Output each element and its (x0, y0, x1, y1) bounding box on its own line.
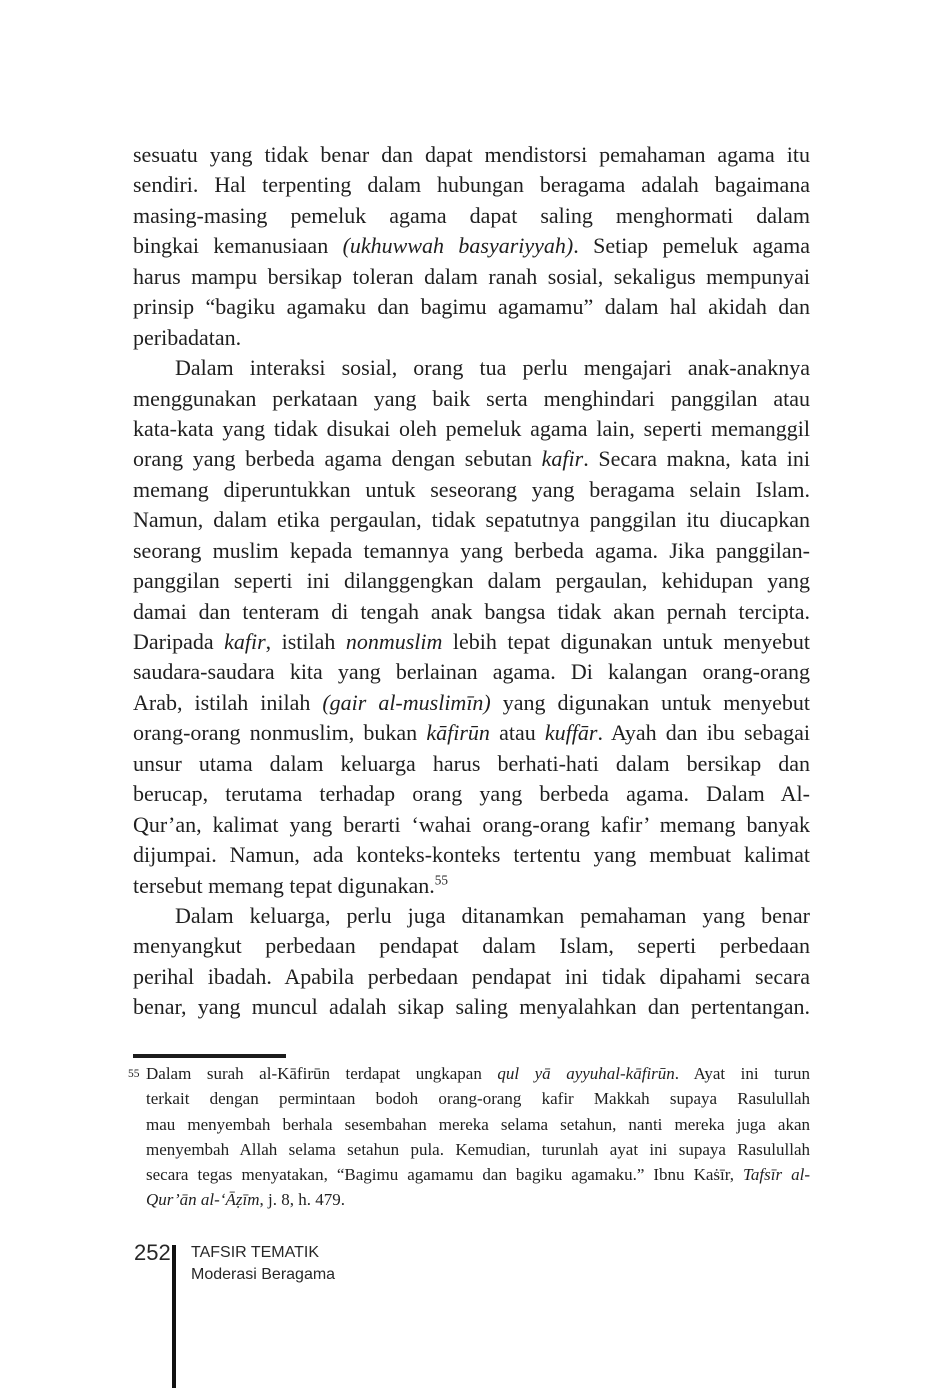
body-text (133, 140, 810, 1023)
text-line: secara tegas menyatakan, “Bagimu agamamu dan bagiku agamaku.” Ibnu Kaṡīr, Tafsīr al- (146, 1165, 810, 1184)
text-line: berucap, terutama terhadap orang yang berbeda agama. Dalam Al- (133, 781, 810, 807)
text-line: Daripada kafir, istilah nonmuslim lebih tepat digunakan untuk menyebut (133, 629, 810, 654)
text-line: terkait dengan permintaan bodoh orang-orang kafir Makkah supaya Rasulullah (146, 1089, 810, 1109)
text-line: unsur utama dalam keluarga harus berhati-hati dalam bersikap dan (133, 750, 810, 776)
text-line: Namun, dalam etika pergaulan, tidak sepatutnya panggilan itu diucapkan (133, 507, 810, 533)
text-line: panggilan seperti ini dilanggengkan dalam pergaulan, kehidupan yang (133, 568, 810, 594)
page-number: 252 (134, 1240, 171, 1265)
text-line: Qur’ān al-‘Āẓīm, j. 8, h. 479. (146, 1190, 345, 1210)
text-line: menyembah Allah selama setahun pula. Kemudian, turunlah ayat ini supaya Rasulullah (146, 1139, 810, 1159)
text-line: bingkai kemanusiaan (ukhuwwah basyariyyah). Setiap pemeluk agama (133, 233, 811, 259)
text-line: tersebut memang tepat digunakan.$^{55}$ (133, 872, 448, 898)
text-line: Dalam interaksi sosial, orang tua perlu mengajari anak-anaknya (175, 355, 810, 381)
text-line: sendiri. Hal terpenting dalam hubungan beragama adalah bagaimana (133, 172, 810, 198)
footnote-text (146, 1061, 810, 1213)
running-subtitle: Moderasi Beragama (191, 1265, 336, 1283)
text-line: orang-orang nonmuslim, bukan kāfirūn atau kuffār. Ayah dan ibu sebagai (133, 720, 810, 746)
text-line: menggunakan perkataan yang baik serta menghindari panggilan atau (133, 385, 810, 411)
running-head (191, 1242, 335, 1285)
footnote-separator (133, 1054, 286, 1058)
text-line: harus mampu bersikap toleran dalam ranah sosial, sekaligus mempunyai (133, 263, 810, 289)
text-line: benar, yang muncul adalah sikap saling menyalahkan dan pertentangan. (133, 994, 810, 1020)
text-line: perihal ibadah. Apabila perbedaan pendapat ini tidak dipahami secara (133, 963, 810, 989)
text-line: Qur’an, kalimat yang berarti ‘wahai orang-orang kafir’ memang banyak (133, 811, 810, 837)
text-line: orang yang berbeda agama dengan sebutan kafir. Secara makna, kata ini (133, 446, 810, 472)
footnote (128, 1061, 810, 1213)
text-line: Dalam surah al-Kāfirūn terdapat ungkapan qul yā ayyuhal-kāfirūn. Ayat ini turun (146, 1064, 810, 1083)
text-line: Dalam keluarga, perlu juga ditanamkan pemahaman yang benar (175, 902, 810, 928)
text-line: Arab, istilah inilah (gair al-muslimīn) yang digunakan untuk menyebut (133, 689, 810, 715)
text-line: memang diperuntukkan untuk seseorang yang beragama selain Islam. (133, 476, 810, 502)
text-line: dijumpai. Namun, ada konteks-konteks tertentu yang membuat kalimat (133, 842, 810, 868)
paragraph (133, 353, 810, 901)
text-line: masing-masing pemeluk agama dapat saling menghormati dalam (133, 202, 810, 228)
text-line: mau menyembah berhala sesembahan mereka selama setahun, nanti mereka juga akan (146, 1114, 810, 1134)
paragraph (133, 140, 810, 353)
text-line: sesuatu yang tidak benar dan dapat mendistorsi pemahaman agama itu (133, 142, 810, 167)
running-title: TAFSIR TEMATIK (191, 1244, 320, 1261)
paragraph (133, 901, 810, 1023)
text-line: prinsip “bagiku agamaku dan bagimu agamamu” dalam hal akidah dan (133, 294, 810, 320)
text-line: saudara-saudara kita yang berlainan agama. Di kalangan orang-orang (133, 659, 810, 685)
text-line: peribadatan. (133, 324, 242, 350)
text-line: seorang muslim kepada temannya yang berbeda agama. Jika panggilan- (133, 537, 810, 563)
footer-divider (172, 1245, 176, 1388)
text-line: kata-kata yang tidak disukai oleh pemeluk agama lain, seperti memanggil (133, 415, 810, 441)
text-line: damai dan tenteram di tengah anak bangsa tidak akan pernah tercipta. (133, 598, 810, 624)
text-line: menyangkut perbedaan pendapat dalam Islam, seperti perbedaan (133, 933, 810, 959)
footnote-marker: 55 (128, 1068, 140, 1080)
